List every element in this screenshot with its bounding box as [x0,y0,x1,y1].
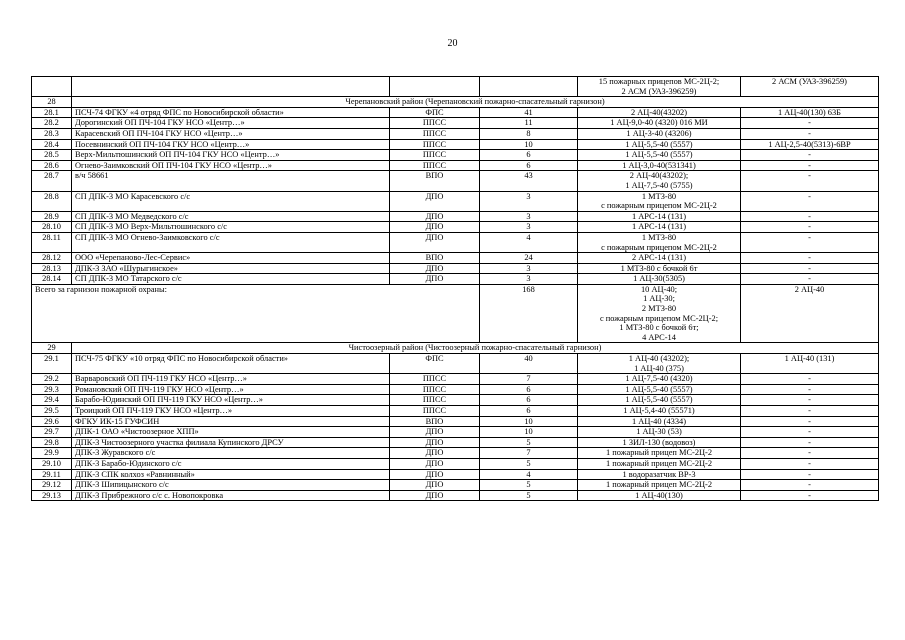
row-number: 28.9 [32,211,72,222]
main-equipment [578,437,741,448]
reserve-equipment [741,77,879,97]
table-row [32,128,879,139]
row-number: 29.4 [32,395,72,406]
reserve-equipment [741,263,879,274]
main-equipment [578,458,741,469]
reserve-equipment-line: - [808,128,811,138]
unit-type: ДПО [390,211,480,222]
unit-name: ДПК-3 Шипицынского с/с [72,480,390,491]
staff-count: 3 [480,274,578,285]
total-main-equipment-line: с пожарным прицепом МС-2Ц-2; [599,313,719,323]
reserve-equipment-line: - [808,232,811,242]
unit-type: ППСС [390,150,480,161]
total-main-equipment [578,284,741,343]
reserve-equipment-line: - [808,490,811,500]
main-equipment [578,253,741,264]
table-row [32,118,879,129]
main-equipment-line: с пожарным прицепом МС-2Ц-2 [601,242,717,252]
staff-count: 10 [480,416,578,427]
table-row [32,232,879,252]
unit-name: ДПК-3 Барабо-Юдинского с/с [72,458,390,469]
unit-name: СП ДПК-3 МО Медведского с/с [72,211,390,222]
main-equipment-line: 1 АЦ-30 (53) [636,427,682,437]
page-number: 20 [447,38,458,49]
reserve-equipment [741,107,879,118]
unit-name: Огнево-Заимковский ОП ПЧ-104 ГКУ НСО «Центр…» [72,160,390,171]
row-number: 29.5 [32,406,72,417]
main-equipment [578,480,741,491]
unit-type: ППСС [390,118,480,129]
staff-count: 3 [480,191,578,211]
main-equipment-line: 1 пожарный прицеп МС-2Ц-2 [605,448,713,458]
reserve-equipment [741,416,879,427]
main-equipment [578,160,741,171]
row-number: 28.13 [32,263,72,274]
reserve-equipment-line: - [808,222,811,232]
unit-name: Романовский ОП ПЧ-119 ГКУ НСО «Центр…» [72,384,390,395]
total-reserve-equipment [741,284,879,343]
row-number: 28.11 [32,232,72,252]
unit-type [390,77,480,97]
staff-count: 6 [480,160,578,171]
main-equipment-line: 1 МТЗ-80 [641,232,677,242]
unit-type: ППСС [390,395,480,406]
reserve-equipment-line: - [808,274,811,284]
total-row [32,284,879,343]
table-body [32,77,879,501]
total-main-equipment-line: 1 АЦ-30; [643,294,675,304]
reserve-equipment [741,437,879,448]
main-equipment [578,427,741,438]
staff-count: 7 [480,448,578,459]
staff-count: 10 [480,427,578,438]
staff-count: 5 [480,480,578,491]
unit-name: ПСЧ-75 ФГКУ «10 отряд ФПС по Новосибирской области» [72,354,390,374]
table-row [32,274,879,285]
row-number: 29.8 [32,437,72,448]
unit-name: Варваровский ОП ПЧ-119 ГКУ НСО «Центр…» [72,374,390,385]
row-number: 28.6 [32,160,72,171]
table-row [32,480,879,491]
reserve-equipment [741,480,879,491]
staff-count: 6 [480,150,578,161]
table-row [32,77,879,97]
reserve-equipment [741,191,879,211]
main-equipment-line: 1 МТЗ-80 с бочкой 6т [620,263,698,273]
main-equipment [578,490,741,501]
reserve-equipment-line: - [808,263,811,273]
main-equipment [578,469,741,480]
unit-name: СП ДПК-3 МО Татарского с/с [72,274,390,285]
unit-name: ДПК-3 Журавского с/с [72,448,390,459]
reserve-equipment-line: - [808,469,811,479]
staff-count: 4 [480,232,578,252]
main-equipment [578,384,741,395]
staff-count: 6 [480,395,578,406]
unit-type: ДПО [390,490,480,501]
staff-count: 5 [480,458,578,469]
unit-type: ДПО [390,263,480,274]
staff-count: 24 [480,253,578,264]
table-row [32,437,879,448]
reserve-equipment [741,160,879,171]
unit-type: ФПС [390,354,480,374]
staff-count [480,77,578,97]
main-equipment-line: 1 АЦ-5,5-40 (5557) [625,150,693,160]
row-number: 29.12 [32,480,72,491]
reserve-equipment [741,395,879,406]
total-main-equipment-line: 1 МТЗ-80 с бочкой 6т; [619,323,699,333]
main-equipment-line: 1 АЦ-40 (43202); [628,354,690,364]
table-row [32,416,879,427]
table-row [32,406,879,417]
reserve-equipment-line: - [808,480,811,490]
section-number: 29 [32,343,72,354]
table-row [32,191,879,211]
main-equipment-line: 1 АЦ-40 (375) [634,363,684,373]
section-title: Чистоозерный район (Чистоозерный пожарно-спасательный гарнизон) [72,343,879,354]
reserve-equipment [741,448,879,459]
unit-type: ППСС [390,139,480,150]
table-row [32,263,879,274]
row-number: 29.3 [32,384,72,395]
unit-type: ДПО [390,191,480,211]
table-row [32,222,879,233]
main-equipment-line: 1 пожарный прицеп МС-2Ц-2 [605,458,713,468]
row-number: 29.1 [32,354,72,374]
unit-type: ДПО [390,427,480,438]
section-header-row [32,97,879,108]
staff-count: 7 [480,374,578,385]
main-equipment-line: 15 пожарных прицепов МС-2Ц-2; [598,77,720,86]
reserve-equipment [741,222,879,233]
section-header-row [32,343,879,354]
row-number: 28.7 [32,171,72,191]
main-equipment-line: 1 пожарный прицеп МС-2Ц-2 [605,480,713,490]
main-equipment-line: 1 водоразатчик ВР-3 [622,469,696,479]
reserve-equipment-line: 1 АЦ-2,5-40(5313)-6ВР [768,139,851,149]
unit-name: ДПК-3 ЗАО «Шурыгинское» [72,263,390,274]
row-number: 29.7 [32,427,72,438]
unit-type: ДПО [390,458,480,469]
main-equipment-line: 1 АЦ-30(5305) [633,274,685,284]
staff-count: 11 [480,118,578,129]
reserve-equipment-line: 2 АСМ (УАЗ-396259) [772,77,847,86]
table-row [32,427,879,438]
unit-name: Троицкий ОП ПЧ-119 ГКУ НСО «Центр…» [72,406,390,417]
main-equipment-line: 1 АЦ-3,0-40(531341) [622,160,696,170]
main-equipment-line: 1 АЦ-7,5-40 (5755) [625,180,693,190]
main-equipment [578,263,741,274]
staff-count: 5 [480,437,578,448]
main-equipment-line: 1 АЦ-5,5-40 (5557) [625,384,693,394]
reserve-equipment-line: - [808,384,811,394]
row-number: 28.5 [32,150,72,161]
reserve-equipment [741,150,879,161]
reserve-equipment-line: - [808,211,811,221]
row-number: 28.4 [32,139,72,150]
unit-type: ФПС [390,107,480,118]
main-equipment-line: 1 МТЗ-80 [641,191,677,201]
unit-type: ВПО [390,171,480,191]
main-equipment [578,406,741,417]
table-row [32,448,879,459]
reserve-equipment-line: - [808,406,811,415]
table-row [32,160,879,171]
reserve-equipment [741,139,879,150]
row-number: 28.10 [32,222,72,233]
reserve-equipment-line: - [808,150,811,160]
main-equipment [578,374,741,385]
reserve-equipment-line: - [808,374,811,384]
table-row [32,139,879,150]
unit-name: ДПК-3 СПК колхоз «Равнинный» [72,469,390,480]
unit-name: Верх-Мильтюшинский ОП ПЧ-104 ГКУ НСО «Центр…» [72,150,390,161]
main-equipment [578,118,741,129]
unit-name: ФГКУ ИК-15 ГУФСИН [72,416,390,427]
main-equipment [578,171,741,191]
row-number: 29.2 [32,374,72,385]
main-equipment-line: 1 АЦ-5,5-40 (5557) [625,139,693,149]
main-equipment-line: 1 АЦ-40 (4334) [632,416,686,426]
reserve-equipment [741,354,879,374]
unit-type: ДПО [390,232,480,252]
reserve-equipment-line: - [808,458,811,468]
table-row [32,354,879,374]
reserve-equipment [741,274,879,285]
staff-count: 4 [480,469,578,480]
unit-type: ДПО [390,448,480,459]
staff-count: 10 [480,139,578,150]
row-number: 28.8 [32,191,72,211]
row-number: 29.11 [32,469,72,480]
unit-name: ДПК-3 Чистоозерного участка филиала Купинского ДРСУ [72,437,390,448]
main-equipment [578,211,741,222]
unit-name: Дорогинский ОП ПЧ-104 ГКУ НСО «Центр…» [72,118,390,129]
main-equipment-line: 1 АЦ-40(130) [635,490,683,500]
table-row [32,253,879,264]
main-equipment-line: 1 АЦ-7,5-40 (4320) [625,374,693,384]
reserve-equipment-line: 1 АЦ-40(130) 63Б [778,107,841,117]
row-number: 28.3 [32,128,72,139]
reserve-equipment [741,384,879,395]
total-main-equipment-line: 4 АРС-14 [642,332,676,342]
reserve-equipment [741,458,879,469]
main-equipment [578,150,741,161]
reserve-equipment [741,406,879,417]
row-number: 28.1 [32,107,72,118]
row-number: 29.10 [32,458,72,469]
unit-type: ППСС [390,128,480,139]
table-row [32,211,879,222]
unit-type: ДПО [390,480,480,491]
staff-count: 5 [480,490,578,501]
reserve-equipment [741,469,879,480]
unit-name: Карасевский ОП ПЧ-104 ГКУ НСО «Центр…» [72,128,390,139]
staff-count: 8 [480,128,578,139]
unit-type: ДПО [390,274,480,285]
row-number: 28.2 [32,118,72,129]
unit-name: ООО «Черепаново-Лес-Сервис» [72,253,390,264]
main-equipment [578,395,741,406]
row-number [32,77,72,97]
row-number: 28.14 [32,274,72,285]
reserve-equipment [741,211,879,222]
main-equipment-line: 1 АЦ-5,4-40 (55571) [623,406,695,415]
unit-type: ВПО [390,253,480,264]
unit-name [72,77,390,97]
main-equipment-line: 1 АРС-14 (131) [631,222,687,232]
main-equipment-line: 2 АСМ (УАЗ-396259) [621,86,697,96]
row-number: 29.13 [32,490,72,501]
reserve-equipment-line: - [808,118,811,128]
staff-count: 40 [480,354,578,374]
unit-name: ПСЧ-74 ФГКУ «4 отряд ФПС по Новосибирской области» [72,107,390,118]
total-main-equipment-line: 10 АЦ-40; [640,284,678,294]
table-row [32,490,879,501]
staff-count: 43 [480,171,578,191]
unit-type: ППСС [390,406,480,417]
reserve-equipment-line: - [808,427,811,437]
main-equipment [578,416,741,427]
table-row [32,384,879,395]
table-row [32,171,879,191]
row-number: 28.12 [32,253,72,264]
main-equipment-line: 1 АЦ-3-40 (43206) [626,128,692,138]
reserve-equipment [741,232,879,252]
main-equipment [578,354,741,374]
unit-type: ППСС [390,160,480,171]
reserve-equipment-line: - [808,171,811,181]
unit-type: ДПО [390,437,480,448]
table-row [32,395,879,406]
main-equipment-line: 1 АЦ-5,5-40 (5557) [625,395,693,405]
main-equipment [578,77,741,97]
main-equipment [578,128,741,139]
reserve-equipment-line: - [808,437,811,447]
main-equipment [578,222,741,233]
reserve-equipment-line: - [808,416,811,426]
reserve-equipment-line: 1 АЦ-40 (131) [784,354,835,364]
reserve-equipment-line: - [808,395,811,405]
reserve-equipment [741,171,879,191]
staff-count: 3 [480,222,578,233]
main-equipment [578,139,741,150]
staff-count: 3 [480,263,578,274]
main-equipment-line: 2 АЦ-40(43202) [630,107,688,117]
reserve-equipment [741,118,879,129]
main-equipment [578,274,741,285]
unit-type: ДПО [390,469,480,480]
main-equipment-line: 1 ЗИЛ-130 (водовоз) [622,437,696,447]
main-equipment-line: с пожарным прицепом МС-2Ц-2 [601,201,717,211]
unit-name: СП ДПК-3 МО Карасевского с/с [72,191,390,211]
main-equipment [578,232,741,252]
main-equipment-line: 1 АРС-14 (131) [631,211,687,221]
unit-name: Посевнинский ОП ПЧ-104 ГКУ НСО «Центр…» [72,139,390,150]
reserve-equipment-line: - [808,160,811,170]
table-row [32,150,879,161]
staff-count: 6 [480,406,578,417]
unit-type: ППСС [390,374,480,385]
unit-name: в/ч 58661 [72,171,390,191]
reserve-equipment [741,374,879,385]
unit-type: ДПО [390,222,480,233]
row-number: 29.9 [32,448,72,459]
table-row [32,374,879,385]
table-row [32,458,879,469]
main-equipment-line: 2 АРС-14 (131) [631,253,687,263]
fire-brigades-table [31,76,879,501]
staff-count: 3 [480,211,578,222]
staff-count: 6 [480,384,578,395]
reserve-equipment [741,427,879,438]
staff-count: 41 [480,107,578,118]
total-main-equipment-line: 2 МТЗ-80 [641,304,677,314]
unit-name: Барабо-Юдинский ОП ПЧ-119 ГКУ НСО «Центр…» [72,395,390,406]
main-equipment [578,191,741,211]
section-number: 28 [32,97,72,108]
reserve-equipment [741,253,879,264]
total-staff: 168 [480,284,578,343]
main-equipment-line: 1 АЦ-9,0-40 (4320) 016 МИ [610,118,708,128]
unit-type: ВПО [390,416,480,427]
main-equipment [578,107,741,118]
reserve-equipment [741,490,879,501]
unit-name: СП ДПК-3 МО Огнево-Заимковского с/с [72,232,390,252]
unit-name: ДПК-1 ОАО «Чистоозерное ХПП» [72,427,390,438]
total-label: Всего за гарнизон пожарной охраны: [32,284,480,343]
main-equipment-line: 2 АЦ-40(43202); [629,171,689,181]
main-equipment [578,448,741,459]
unit-name: СП ДПК-3 МО Верх-Мильтюшинского с/с [72,222,390,233]
unit-type: ППСС [390,384,480,395]
table-row [32,469,879,480]
section-title: Черепановский район (Черепановский пожарно-спасательный гарнизон) [72,97,879,108]
unit-name: ДПК-3 Прибрежного с/с с. Новопокровка [72,490,390,501]
reserve-equipment-line: - [808,448,811,458]
reserve-equipment-line: - [808,253,811,263]
table-row [32,107,879,118]
total-reserve-equipment-line: 2 АЦ-40 [794,284,825,294]
reserve-equipment [741,128,879,139]
reserve-equipment-line: - [808,191,811,201]
row-number: 29.6 [32,416,72,427]
